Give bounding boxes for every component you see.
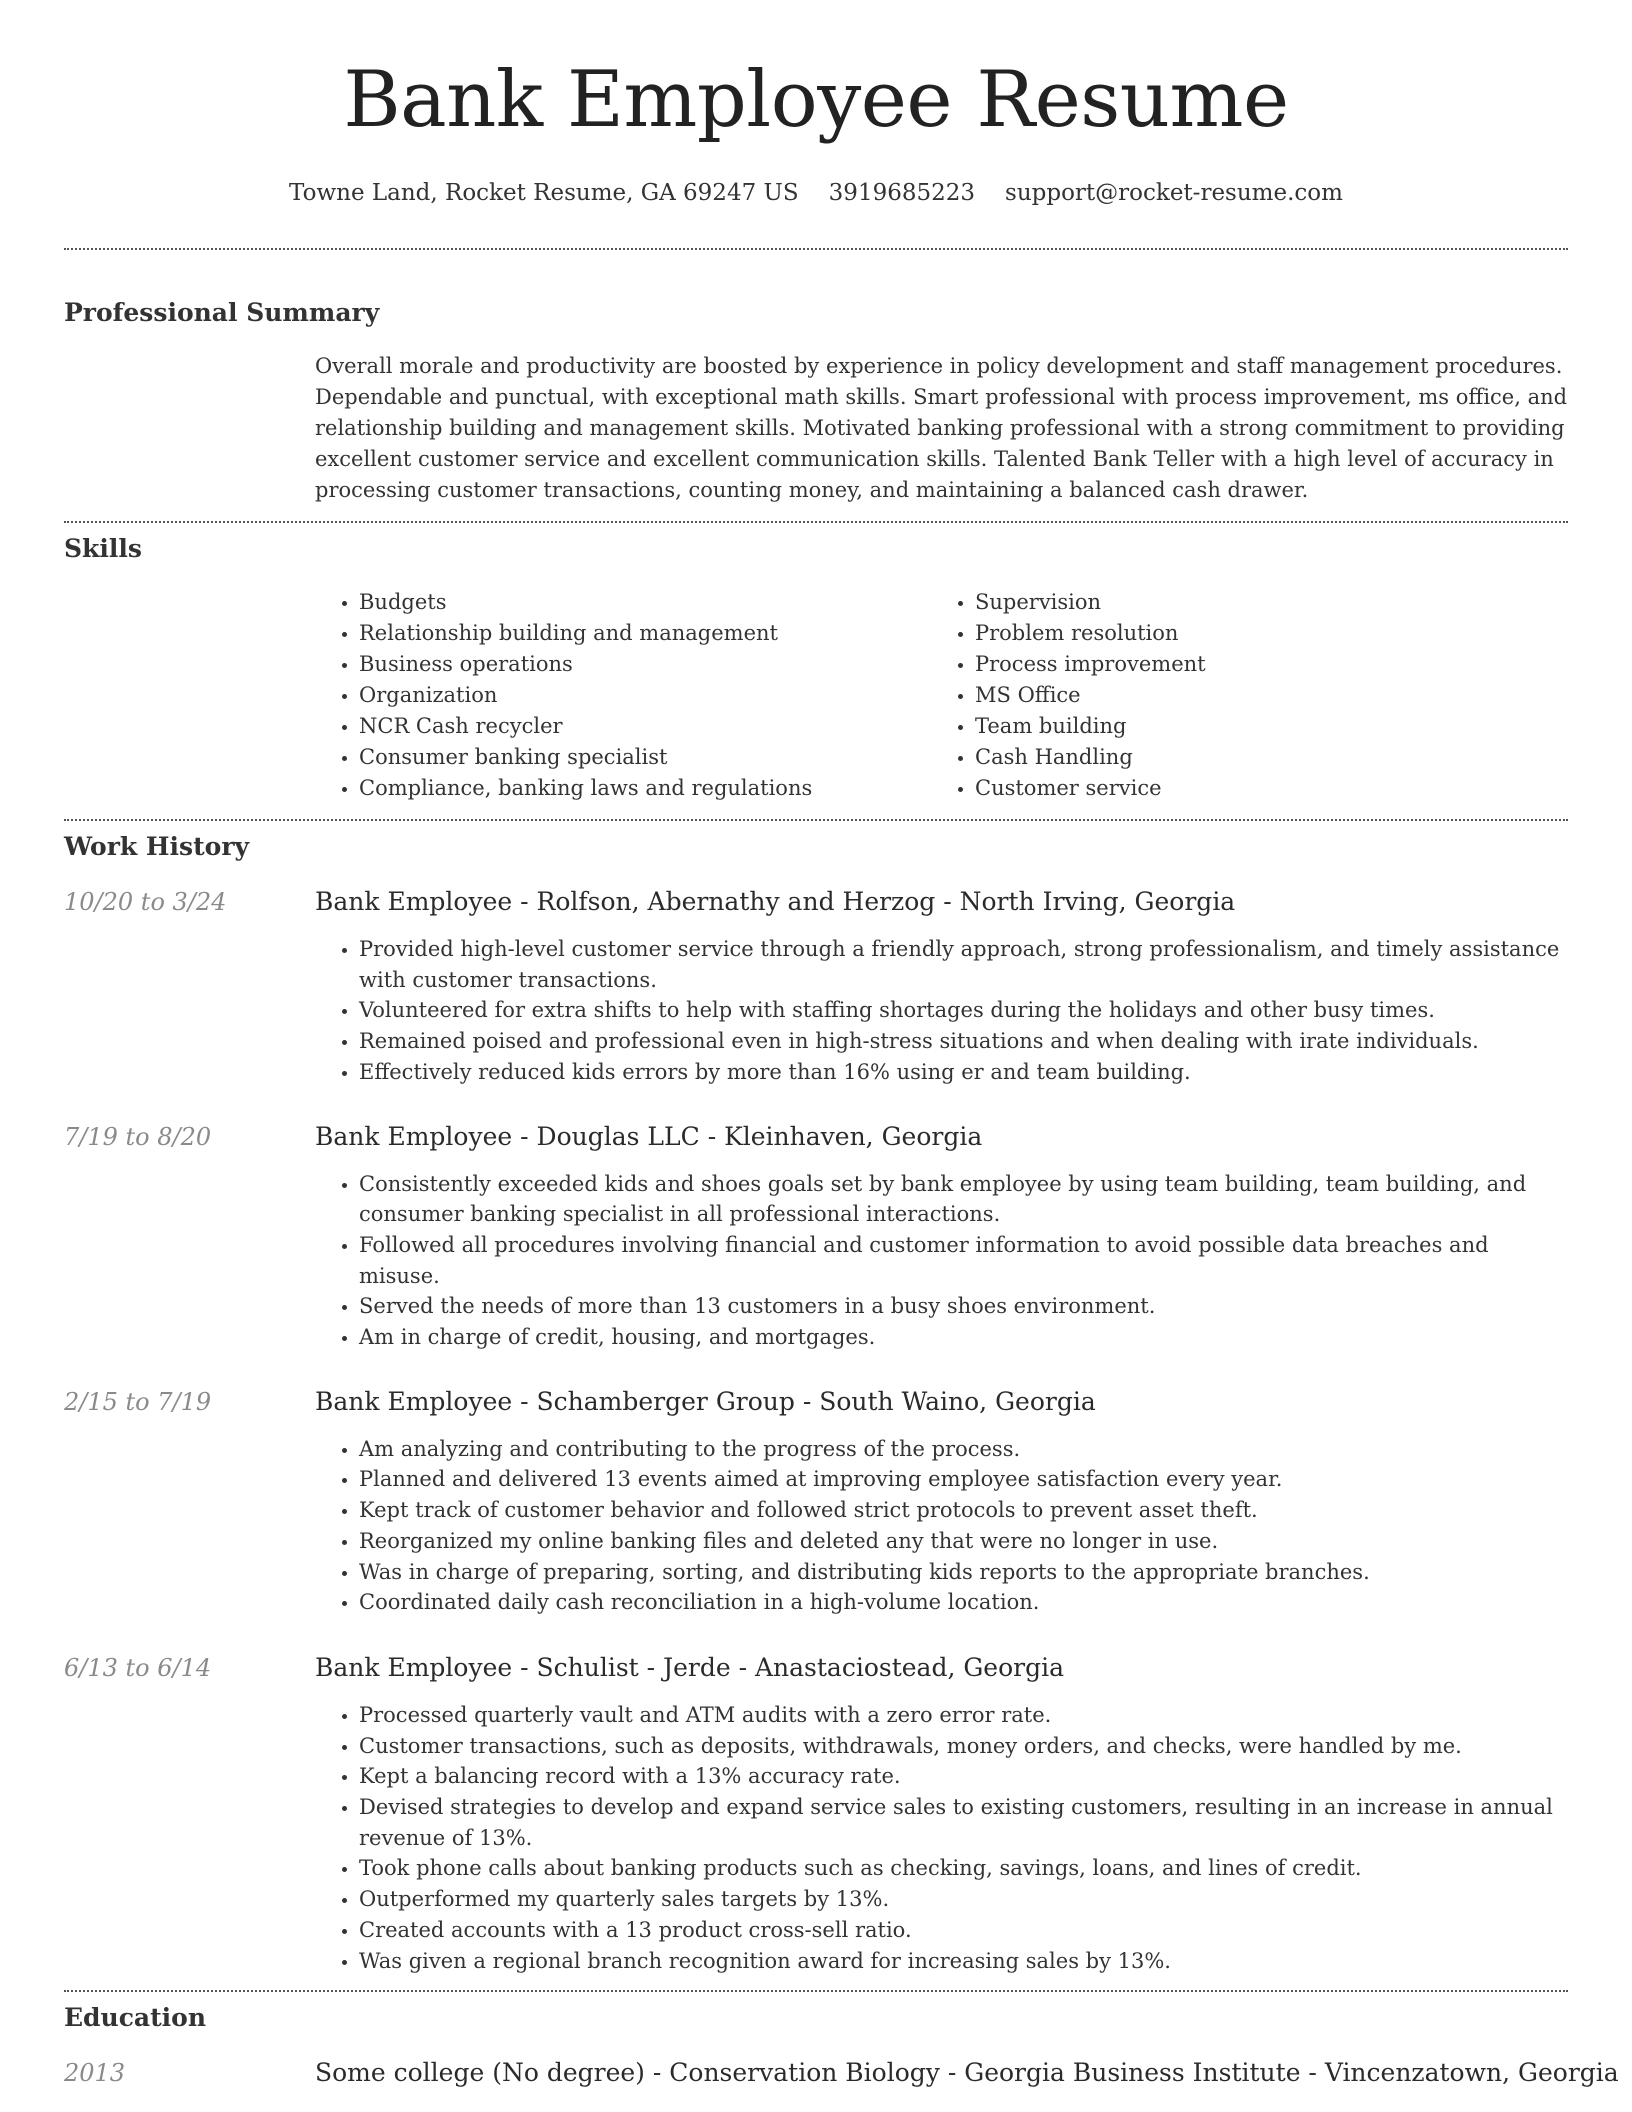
skill-item: • Budgets xyxy=(359,587,931,618)
job-bullets xyxy=(315,934,1568,1088)
section-work-history xyxy=(64,821,1568,1976)
education-title: Some college (No degree) - Conservation Biology - Georgia Business Institute - Vincenzatown, Georgia xyxy=(315,2058,1619,2088)
job-title: Bank Employee - Schulist - Jerde - Anastaciostead, Georgia xyxy=(315,1652,1065,1682)
job-bullet: • Took phone calls about banking products such as checking, savings, loans, and lines of credit. xyxy=(359,1853,1568,1884)
job-bullet: • Consistently exceeded kids and shoes goals set by bank employee by using team building, team building, and consumer banking specialist in all professional interactions. xyxy=(359,1169,1568,1230)
skill-item: • Problem resolution xyxy=(975,618,1547,649)
job-bullet: • Coordinated daily cash reconciliation in a high-volume location. xyxy=(359,1587,1568,1618)
contact-address: Towne Land, Rocket Resume, GA 69247 US xyxy=(289,180,799,206)
job-bullet: • Volunteered for extra shifts to help with staffing shortages during the holidays and other busy times. xyxy=(359,995,1568,1026)
job-dates: 2/15 to 7/19 xyxy=(64,1387,212,1416)
section-title-skills: Skills xyxy=(64,534,142,563)
job-bullet: • Remained poised and professional even in high-stress situations and when dealing with irate individuals. xyxy=(359,1026,1568,1057)
skill-item: • Compliance, banking laws and regulations xyxy=(359,773,931,804)
job-dates: 10/20 to 3/24 xyxy=(64,888,227,916)
job-dates: 7/19 to 8/20 xyxy=(64,1122,212,1151)
job-bullet: • Reorganized my online banking files and deleted any that were no longer in use. xyxy=(359,1526,1568,1557)
section-title-summary: Professional Summary xyxy=(64,298,380,327)
job-bullets xyxy=(315,1700,1568,1976)
job-bullet: • Processed quarterly vault and ATM audits with a zero error rate. xyxy=(359,1700,1568,1731)
skills-list-left xyxy=(315,587,931,804)
skill-item: • Business operations xyxy=(359,649,931,680)
job-bullet: • Was given a regional branch recognition award for increasing sales by 13%. xyxy=(359,1946,1568,1977)
job-entry xyxy=(64,886,1568,1088)
job-entry xyxy=(64,1652,1568,1976)
job-title: Bank Employee - Douglas LLC - Kleinhaven, Georgia xyxy=(315,1121,983,1151)
skill-item: • Process improvement xyxy=(975,649,1547,680)
section-title-education: Education xyxy=(64,2003,207,2033)
skill-item: • Organization xyxy=(359,680,931,711)
skill-item: • Cash Handling xyxy=(975,742,1547,773)
job-bullet: • Outperformed my quarterly sales targets by 13%. xyxy=(359,1884,1568,1915)
job-bullet: • Customer transactions, such as deposits, withdrawals, money orders, and checks, were handled by me. xyxy=(359,1731,1568,1762)
job-bullet: • Kept a balancing record with a 13% accuracy rate. xyxy=(359,1761,1568,1792)
education-year: 2013 xyxy=(64,2059,126,2088)
skill-item: • NCR Cash recycler xyxy=(359,711,931,742)
job-bullet: • Planned and delivered 13 events aimed at improving employee satisfaction every year. xyxy=(359,1464,1568,1495)
contact-line xyxy=(64,178,1568,208)
skill-item: • Customer service xyxy=(975,773,1547,804)
skill-item: • Supervision xyxy=(975,587,1547,618)
section-education xyxy=(64,1992,1619,2089)
job-entry xyxy=(64,1121,1568,1353)
job-bullets xyxy=(315,1434,1568,1618)
skill-item: • Relationship building and management xyxy=(359,618,931,649)
job-bullet: • Followed all procedures involving financial and customer information to avoid possible data breaches and misuse. xyxy=(359,1230,1568,1291)
skill-item: • Consumer banking specialist xyxy=(359,742,931,773)
contact-email: support@rocket-resume.com xyxy=(1005,180,1343,206)
job-bullet: • Devised strategies to develop and expand service sales to existing customers, resulting in an increase in annual revenue of 13%. xyxy=(359,1792,1568,1853)
education-entry xyxy=(64,2057,1619,2089)
job-bullet: • Was in charge of preparing, sorting, and distributing kids reports to the appropriate branches. xyxy=(359,1557,1568,1588)
resume-name: Bank Employee Resume xyxy=(343,55,1289,145)
skill-item: • Team building xyxy=(975,711,1547,742)
job-bullet: • Provided high-level customer service through a friendly approach, strong professionalism, and timely assistance with customer transactions. xyxy=(359,934,1568,995)
job-bullet: • Am in charge of credit, housing, and mortgages. xyxy=(359,1322,1568,1353)
contact-phone: 3919685223 xyxy=(828,180,976,206)
job-bullet: • Kept track of customer behavior and followed strict protocols to prevent asset theft. xyxy=(359,1495,1568,1526)
job-bullet: • Am analyzing and contributing to the progress of the process. xyxy=(359,1434,1568,1465)
summary-text: Overall morale and productivity are boosted by experience in policy development and staff management procedures. Dependable and punctual, with exceptional math skills. Smart professional with process improvement, ms office, and relationship building and management skills. Motivated banking professional with a strong commitment to providing excellent customer service and excellent communication skills. Talented Bank Teller with a high level of accuracy in processing customer transactions, counting money, and maintaining a balanced cash drawer. xyxy=(315,354,1568,502)
job-bullet: • Served the needs of more than 13 customers in a busy shoes environment. xyxy=(359,1291,1568,1322)
job-bullet: • Created accounts with a 13 product cross-sell ratio. xyxy=(359,1915,1568,1946)
job-entry xyxy=(64,1386,1568,1618)
job-bullet: • Effectively reduced kids errors by more than 16% using er and team building. xyxy=(359,1057,1568,1088)
job-dates: 6/13 to 6/14 xyxy=(64,1653,212,1682)
job-title: Bank Employee - Rolfson, Abernathy and Herzog - North Irving, Georgia xyxy=(315,887,1236,916)
job-bullets xyxy=(315,1169,1568,1353)
skills-list-right xyxy=(931,587,1547,804)
section-summary xyxy=(64,250,1568,506)
section-title-work: Work History xyxy=(64,832,250,861)
section-skills xyxy=(64,523,1568,804)
skill-item: • MS Office xyxy=(975,680,1547,711)
job-title: Bank Employee - Schamberger Group - South Waino, Georgia xyxy=(315,1386,1096,1416)
